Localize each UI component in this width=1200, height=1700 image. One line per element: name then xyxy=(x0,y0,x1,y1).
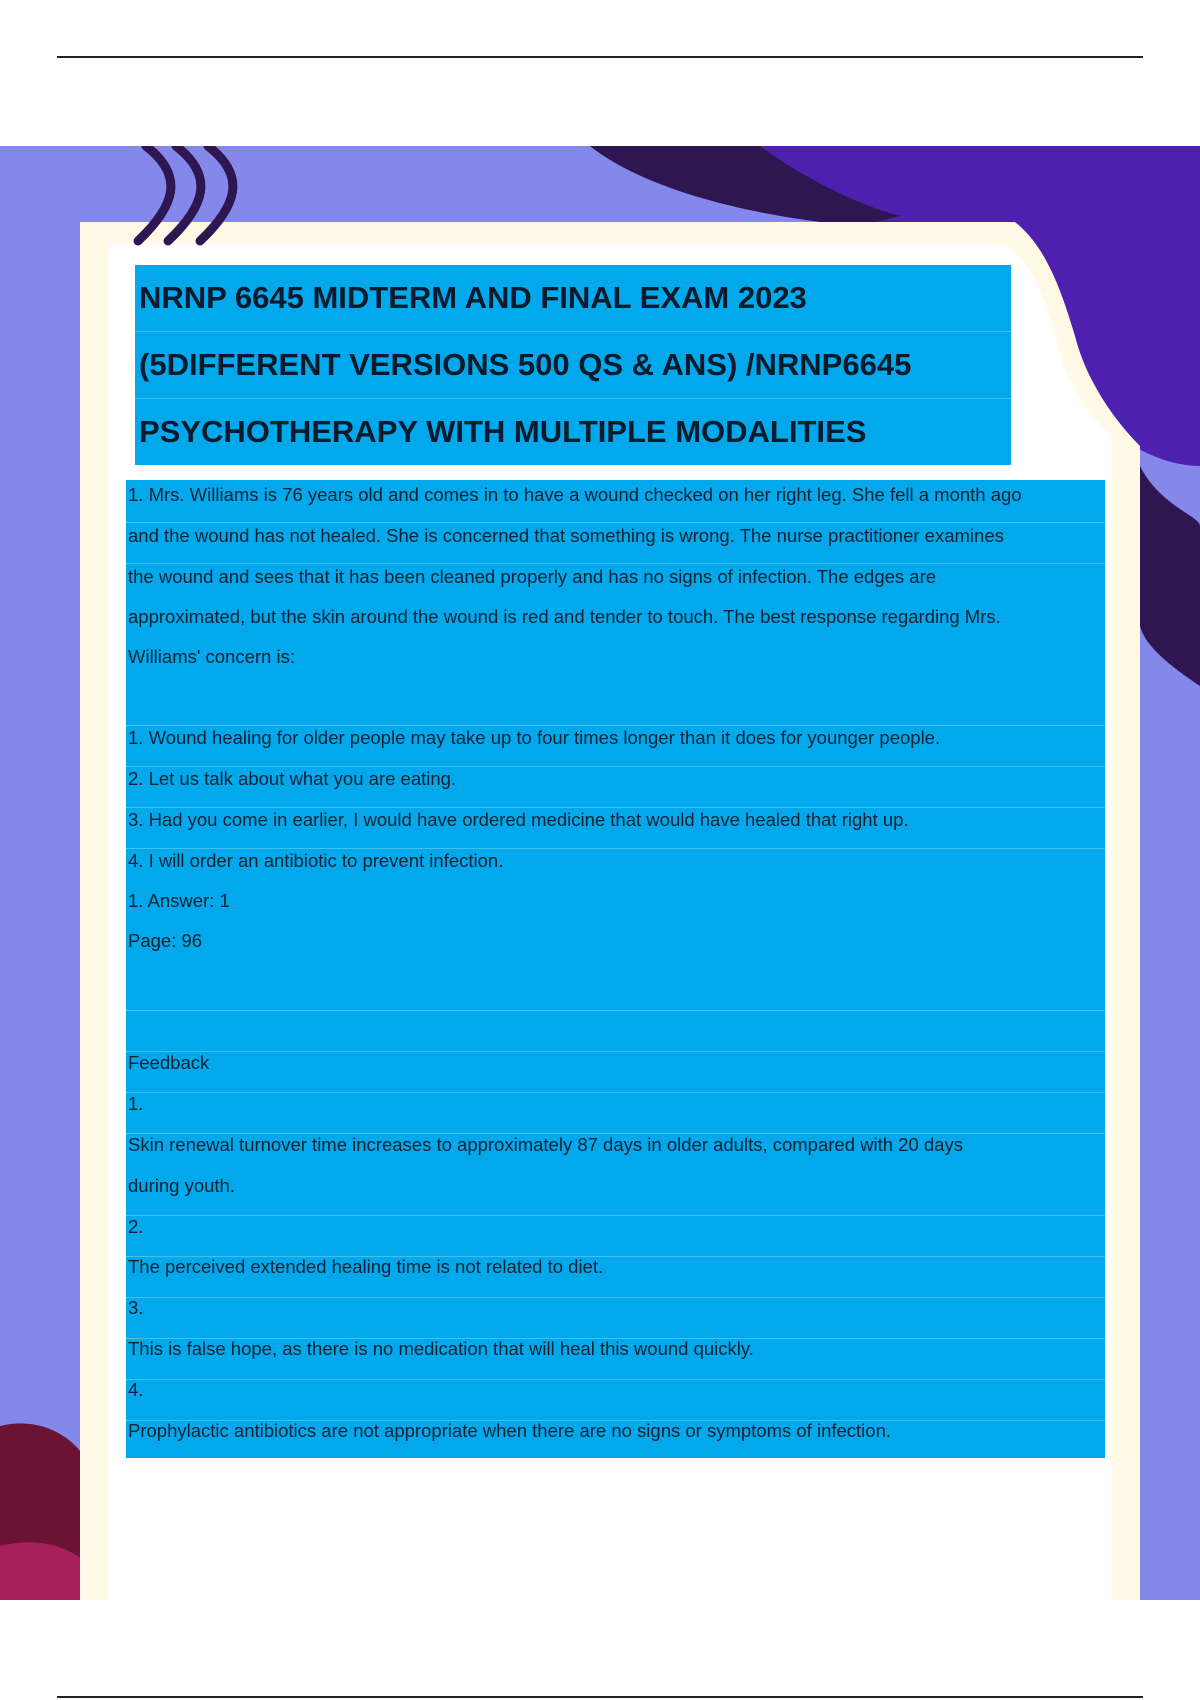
row-divider xyxy=(126,1215,1105,1216)
question-stem-line: the wound and sees that it has been cleaned properly and has no signs of infection. The edges are xyxy=(128,566,937,587)
feedback-number: 3. xyxy=(128,1297,144,1318)
feedback-text: Prophylactic antibiotics are not appropriate when there are no signs or symptoms of infection. xyxy=(128,1420,892,1441)
swoosh-arcs-icon xyxy=(138,146,233,241)
answer-option-4: 4. I will order an antibiotic to prevent infection. xyxy=(128,850,504,871)
title-line-3: PSYCHOTHERAPY WITH MULTIPLE MODALITIES xyxy=(139,414,867,449)
title-line-1: NRNP 6645 MIDTERM AND FINAL EXAM 2023 xyxy=(135,265,1011,332)
bottom-rule xyxy=(57,1696,1143,1698)
row-divider xyxy=(126,725,1105,726)
row-divider xyxy=(126,1297,1105,1298)
question-stem-line: approximated, but the skin around the wound is red and tender to touch. The best response regarding Mrs. xyxy=(128,606,1001,627)
row-divider xyxy=(126,807,1105,808)
row-divider xyxy=(126,1051,1105,1052)
feedback-number: 2. xyxy=(128,1216,144,1237)
answer-option-3: 3. Had you come in earlier, I would have ordered medicine that would have healed that right up. xyxy=(128,809,909,830)
question-stem-line: 1. Mrs. Williams is 76 years old and comes in to have a wound checked on her right leg. She fell a month ago xyxy=(128,484,1022,505)
row-divider xyxy=(126,1379,1105,1380)
row-divider xyxy=(126,1010,1105,1011)
row-divider xyxy=(126,766,1105,767)
answer-option-2: 2. Let us talk about what you are eating. xyxy=(128,768,457,789)
question-stem-line: Williams' concern is: xyxy=(128,646,295,667)
correct-answer: 1. Answer: 1 xyxy=(128,890,230,911)
feedback-heading: Feedback xyxy=(128,1052,210,1073)
question-content-box xyxy=(126,480,1105,1458)
feedback-text: during youth. xyxy=(128,1175,235,1196)
question-stem-line: and the wound has not healed. She is concerned that something is wrong. The nurse practitioner examines xyxy=(128,525,1004,546)
row-divider xyxy=(126,522,1105,523)
answer-option-1: 1. Wound healing for older people may take up to four times longer than it does for younger people. xyxy=(128,727,941,748)
top-rule xyxy=(57,56,1143,58)
title-line-2: (5DIFFERENT VERSIONS 500 QS & ANS) /NRNP6645 xyxy=(135,332,1011,399)
feedback-text: Skin renewal turnover time increases to approximately 87 days in older adults, compared with 20 days xyxy=(128,1134,963,1155)
feedback-number: 1. xyxy=(128,1093,144,1114)
page-reference: Page: 96 xyxy=(128,930,203,951)
feedback-text: This is false hope, as there is no medication that will heal this wound quickly. xyxy=(128,1338,754,1359)
document-title-box xyxy=(135,265,1011,465)
row-divider xyxy=(126,848,1105,849)
row-divider xyxy=(126,563,1105,564)
row-divider xyxy=(126,1092,1105,1093)
feedback-text: The perceived extended healing time is not related to diet. xyxy=(128,1256,604,1277)
feedback-number: 4. xyxy=(128,1379,144,1400)
